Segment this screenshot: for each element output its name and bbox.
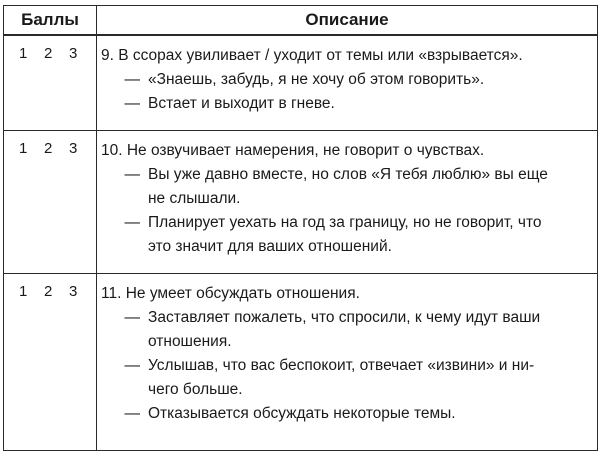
score-option-1[interactable]: 1 — [19, 140, 28, 157]
item-title: 9. В ссорах увиливает / уходит от темы или «взрывается». — [101, 47, 523, 64]
score-option-3[interactable]: 3 — [69, 45, 78, 62]
dash-bullet: — — [124, 357, 140, 374]
score-option-2[interactable]: 2 — [44, 283, 53, 300]
score-option-2[interactable]: 2 — [44, 45, 53, 62]
score-cell — [4, 35, 97, 131]
example-text: Отказывается обсуждать некоторые темы. — [148, 405, 456, 422]
example-continuation: не слышали. — [148, 190, 241, 207]
example-line — [101, 68, 589, 92]
score-option-2[interactable]: 2 — [44, 140, 53, 157]
header-description: Описание — [97, 6, 598, 36]
score-cell — [4, 274, 97, 451]
example-text: Заставляет пожалеть, что спросили, к чему идут ваши — [148, 309, 541, 326]
example-line — [101, 354, 589, 378]
table-row — [4, 131, 598, 274]
example-line — [101, 92, 589, 116]
description-cell — [97, 131, 598, 274]
dash-bullet: — — [124, 71, 140, 88]
example-line — [101, 306, 589, 330]
dash-bullet: — — [124, 309, 140, 326]
dash-bullet: — — [124, 214, 140, 231]
dash-bullet: — — [124, 405, 140, 422]
example-line — [101, 211, 589, 235]
score-cell — [4, 131, 97, 274]
header-scores: Баллы — [4, 6, 97, 36]
dash-bullet: — — [124, 95, 140, 112]
score-option-1[interactable]: 1 — [19, 283, 28, 300]
table-row — [4, 35, 598, 131]
description-cell — [97, 35, 598, 131]
dash-bullet: — — [124, 166, 140, 183]
description-cell — [97, 274, 598, 451]
item-title: 11. Не умеет обсуждать отношения. — [101, 285, 360, 302]
example-continuation: отношения. — [148, 333, 232, 350]
table-header-row — [4, 6, 598, 36]
example-text: Планирует уехать на год за границу, но не говорит, что — [148, 214, 542, 231]
example-line — [101, 163, 589, 187]
score-option-3[interactable]: 3 — [69, 140, 78, 157]
assessment-table — [3, 5, 598, 451]
example-text: Встает и выходит в гневе. — [148, 95, 335, 112]
score-option-3[interactable]: 3 — [69, 283, 78, 300]
example-text: Услышав, что вас беспокоит, отвечает «извини» и ни- — [148, 357, 535, 374]
item-title: 10. Не озвучивает намерения, не говорит о чувствах. — [101, 142, 485, 159]
score-option-1[interactable]: 1 — [19, 45, 28, 62]
example-line — [101, 402, 589, 426]
table-row — [4, 274, 598, 451]
example-continuation: чего больше. — [148, 381, 243, 398]
example-text: «Знаешь, забудь, я не хочу об этом говорить». — [148, 71, 485, 88]
example-text: Вы уже давно вместе, но слов «Я тебя люблю» вы еще — [148, 166, 548, 183]
example-continuation: это значит для ваших отношений. — [148, 238, 392, 255]
